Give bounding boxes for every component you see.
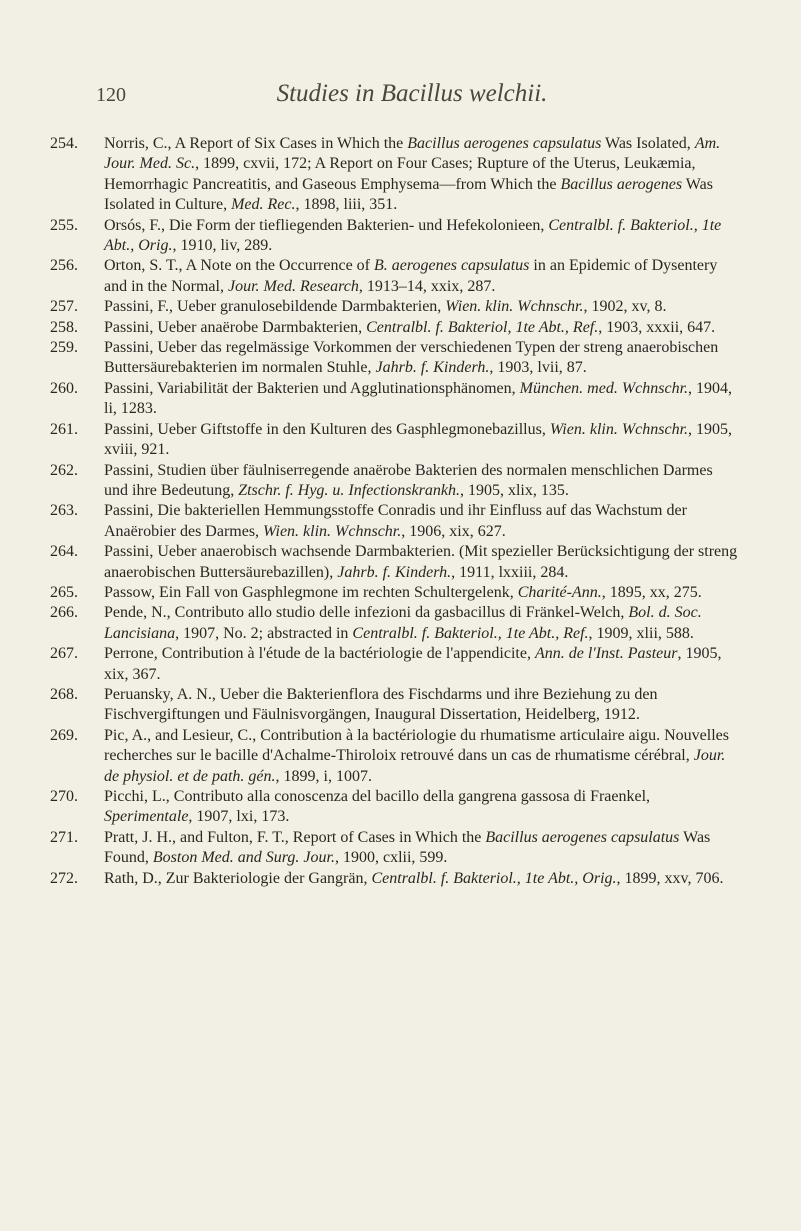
reference-segment: in an Epidemic of Dysentery and in the Normal, — [104, 257, 718, 295]
reference-entry — [50, 501, 740, 542]
reference-segment: Passini, Ueber Giftstoffe in den Kulturen des Gasphlegmonebazillus, — [104, 420, 550, 438]
reference-italic-segment: Bacillus aerogenes capsulatus — [485, 828, 680, 846]
reference-italic-segment: Centralbl. f. Bakteriol., 1te Abt., Orig. — [104, 216, 722, 255]
reference-segment: , 1905, xviii, 921. — [104, 420, 733, 459]
reference-italic-segment: Sperimentale — [104, 808, 189, 826]
reference-number: 254. — [50, 135, 78, 152]
reference-segment: Passini, F., Ueber granulosebildende Darmbakterien, — [104, 298, 446, 316]
reference-italic-segment: B. aerogenes capsulatus — [374, 257, 530, 275]
reference-segment: , 1895, xx, 275. — [601, 583, 702, 601]
reference-segment: , 1902, xv, 8. — [583, 298, 667, 316]
reference-entry — [50, 726, 740, 787]
reference-italic-segment: Wien. klin. Wchnschr. — [263, 522, 402, 540]
reference-entry — [50, 256, 740, 297]
reference-number: 272. — [50, 869, 78, 887]
reference-italic-segment: Charité-Ann. — [517, 583, 602, 601]
reference-segment: , 1899, cxvii, 172; A Report on Four Cases; Rupture of the Uterus, Leukæmia, Hemorrhagic Pancreatitis, and Gaseous Emphysema—from Which the — [104, 155, 696, 193]
reference-segment: , 1899, i, 1007. — [275, 767, 372, 785]
reference-entry — [50, 420, 740, 461]
reference-segment: , 1906, xix, 627. — [401, 522, 506, 540]
reference-list — [50, 134, 740, 889]
reference-entry — [50, 379, 740, 420]
reference-segment: Passow, Ein Fall von Gasphlegmone im rechten Schultergelenk, — [104, 583, 518, 601]
reference-number: 263. — [50, 502, 78, 520]
reference-segment: , 1909, xlii, 588. — [588, 624, 694, 642]
reference-segment: , 1900, cxlii, 599. — [334, 849, 448, 867]
reference-italic-segment: Wien. klin. Wchnschr. — [445, 298, 584, 316]
reference-italic-segment: Ann. de l'Inst. Pasteur — [534, 645, 678, 663]
reference-text — [104, 256, 740, 297]
reference-segment: , 1899, xxv, 706. — [616, 869, 724, 887]
reference-segment: Was Isolated, — [601, 135, 695, 152]
reference-segment: Passini, Die bakteriellen Hemmungsstoffe Conradis und ihr Einfluss auf das Wachstum der Anaërobier des Darmes, — [104, 502, 687, 540]
reference-segment: Passini, Ueber anaerobisch wachsende Darmbakterien. (Mit spezieller Berücksichtigung der streng anaerobischen Buttersäurebazillen), — [104, 543, 738, 581]
reference-number: 255. — [50, 216, 78, 234]
reference-entry — [50, 542, 740, 583]
reference-text — [104, 297, 740, 317]
reference-italic-segment: Jahrb. f. Kinderh. — [375, 359, 490, 377]
reference-number: 261. — [50, 420, 78, 438]
reference-italic-segment: Centralbl. f. Bakteriol., 1te Abt., Ref. — [352, 624, 589, 642]
reference-segment: Was Found, — [104, 828, 711, 867]
reference-entry — [50, 869, 740, 889]
reference-text — [104, 318, 740, 338]
reference-italic-segment: München. med. Wchnschr. — [519, 379, 689, 397]
reference-number: 258. — [50, 318, 78, 336]
reference-segment: , 1907, lxi, 173. — [188, 808, 290, 826]
reference-number: 267. — [50, 645, 78, 663]
reference-entry — [50, 828, 740, 869]
reference-text — [104, 134, 740, 216]
reference-segment: Norris, C., A Report of Six Cases in Which the — [104, 135, 408, 152]
reference-number: 260. — [50, 379, 78, 397]
reference-segment: Pende, N., Contributo allo studio delle infezioni da gasbacillus di Fränkel-Welch, — [104, 604, 629, 622]
reference-number: 259. — [50, 339, 78, 357]
reference-italic-segment: Jahrb. f. Kinderh. — [337, 563, 452, 581]
reference-segment: , 1910, liv, 289. — [172, 237, 273, 255]
reference-segment: , 1903, lvii, 87. — [489, 359, 587, 377]
reference-italic-segment: Am. Jour. Med. Sc. — [104, 135, 721, 173]
reference-italic-segment: Centralbl. f. Bakteriol., 1te Abt., Orig. — [371, 869, 617, 887]
reference-number: 256. — [50, 257, 78, 275]
reference-italic-segment: Bacillus aerogenes — [560, 175, 683, 193]
reference-number: 266. — [50, 604, 78, 622]
reference-text — [104, 644, 740, 685]
reference-italic-segment: Med. Rec. — [231, 196, 296, 214]
reference-entry — [50, 338, 740, 379]
reference-entry — [50, 461, 740, 502]
reference-segment: Passini, Ueber das regelmässige Vorkommen der verschiedenen Typen der streng anaerobischen Buttersäurebakterien im normalen Stuhle, — [104, 339, 719, 377]
reference-segment: , 1904, li, 1283. — [104, 379, 733, 418]
reference-number: 268. — [50, 685, 78, 703]
reference-text — [104, 828, 740, 869]
reference-text — [104, 685, 740, 726]
page-header — [96, 80, 728, 114]
reference-segment: , 1905, xlix, 135. — [459, 481, 569, 499]
reference-text — [104, 726, 740, 787]
reference-segment: Pic, A., and Lesieur, C., Contribution à la bactériologie du rhumatisme articulaire aigu. Nouvelles recherches sur le bacille d'Achalme-Thiroloix retrouvé dans un cas de rhumatisme cérébral, — [104, 726, 729, 765]
reference-entry — [50, 583, 740, 603]
reference-segment: , 1905, xix, 367. — [104, 645, 722, 683]
reference-text — [104, 461, 740, 502]
reference-segment: Was Isolated in Culture, — [104, 175, 713, 214]
reference-segment: , 1913–14, xxix, 287. — [358, 277, 496, 295]
reference-segment: Orton, S. T., A Note on the Occurrence of — [104, 257, 375, 275]
reference-text — [104, 542, 740, 583]
reference-segment: Perrone, Contribution à l'étude de la bactériologie de l'appendicite, — [104, 645, 535, 663]
reference-entry — [50, 603, 740, 644]
reference-italic-segment: Bol. d. Soc. Lancisiana — [104, 604, 702, 642]
page-number: 120 — [96, 84, 126, 106]
reference-text — [104, 338, 740, 379]
reference-italic-segment: Wien. klin. Wchnschr. — [549, 420, 689, 438]
reference-text — [104, 501, 740, 542]
reference-segment: Passini, Studien über fäulniserregende anaërobe Bakterien des normalen menschlichen Darmes und ihre Bedeutung, — [104, 461, 713, 499]
reference-entry — [50, 644, 740, 685]
reference-number: 262. — [50, 461, 78, 479]
reference-text — [104, 869, 740, 889]
reference-segment: , 1907, No. 2; abstracted in — [175, 624, 353, 642]
reference-segment: Passini, Ueber anaërobe Darmbakterien, — [104, 318, 367, 336]
reference-number: 269. — [50, 726, 78, 744]
reference-segment: Orsós, F., Die Form der tiefliegenden Bakterien- und Hefekolonieen, — [104, 216, 549, 234]
reference-number: 265. — [50, 583, 78, 601]
reference-entry — [50, 297, 740, 317]
reference-text — [104, 583, 740, 603]
reference-italic-segment: Bacillus aerogenes capsulatus — [407, 135, 602, 152]
reference-segment: , 1898, liii, 351. — [295, 196, 398, 214]
reference-text — [104, 379, 740, 420]
reference-entry — [50, 216, 740, 257]
running-title: Studies in Bacillus welchii. — [276, 80, 548, 107]
reference-entry — [50, 134, 740, 216]
reference-text — [104, 420, 740, 461]
reference-text — [104, 603, 740, 644]
reference-number: 257. — [50, 298, 78, 316]
reference-segment: , 1903, xxxii, 647. — [598, 318, 716, 336]
reference-italic-segment: Jour. Med. Research — [227, 277, 359, 295]
reference-text — [104, 787, 740, 828]
reference-italic-segment: Ztschr. f. Hyg. u. Infectionskrankh. — [238, 481, 460, 499]
reference-segment: Rath, D., Zur Bakteriologie der Gangrän, — [104, 869, 372, 887]
reference-text — [104, 216, 740, 257]
reference-segment: Peruansky, A. N., Ueber die Bakterienflora des Fischdarms und ihre Beziehung zu den Fischvergiftungen und Fäulnisvorgängen, Inaugural Dissertation, Heidelberg, 1912. — [104, 685, 658, 724]
reference-number: 270. — [50, 788, 78, 805]
reference-italic-segment: Centralbl. f. Bakteriol, 1te Abt., Ref. — [366, 318, 599, 336]
reference-segment: , 1911, lxxiii, 284. — [451, 563, 569, 581]
reference-italic-segment: Jour. de physiol. et de path. gén. — [104, 747, 726, 785]
reference-number: 271. — [50, 828, 78, 846]
reference-segment: Pratt, J. H., and Fulton, F. T., Report of Cases in Which the — [104, 828, 486, 846]
reference-entry — [50, 318, 740, 338]
reference-entry — [50, 685, 740, 726]
reference-number: 264. — [50, 543, 78, 561]
reference-segment: Passini, Variabilität der Bakterien und Agglutinationsphänomen, — [104, 379, 520, 397]
reference-italic-segment: Boston Med. and Surg. Jour. — [152, 849, 335, 867]
reference-segment: Picchi, L., Contributo alla conoscenza del bacillo della gangrena gassosa di Fraenkel, — [104, 788, 651, 805]
reference-entry — [50, 787, 740, 828]
